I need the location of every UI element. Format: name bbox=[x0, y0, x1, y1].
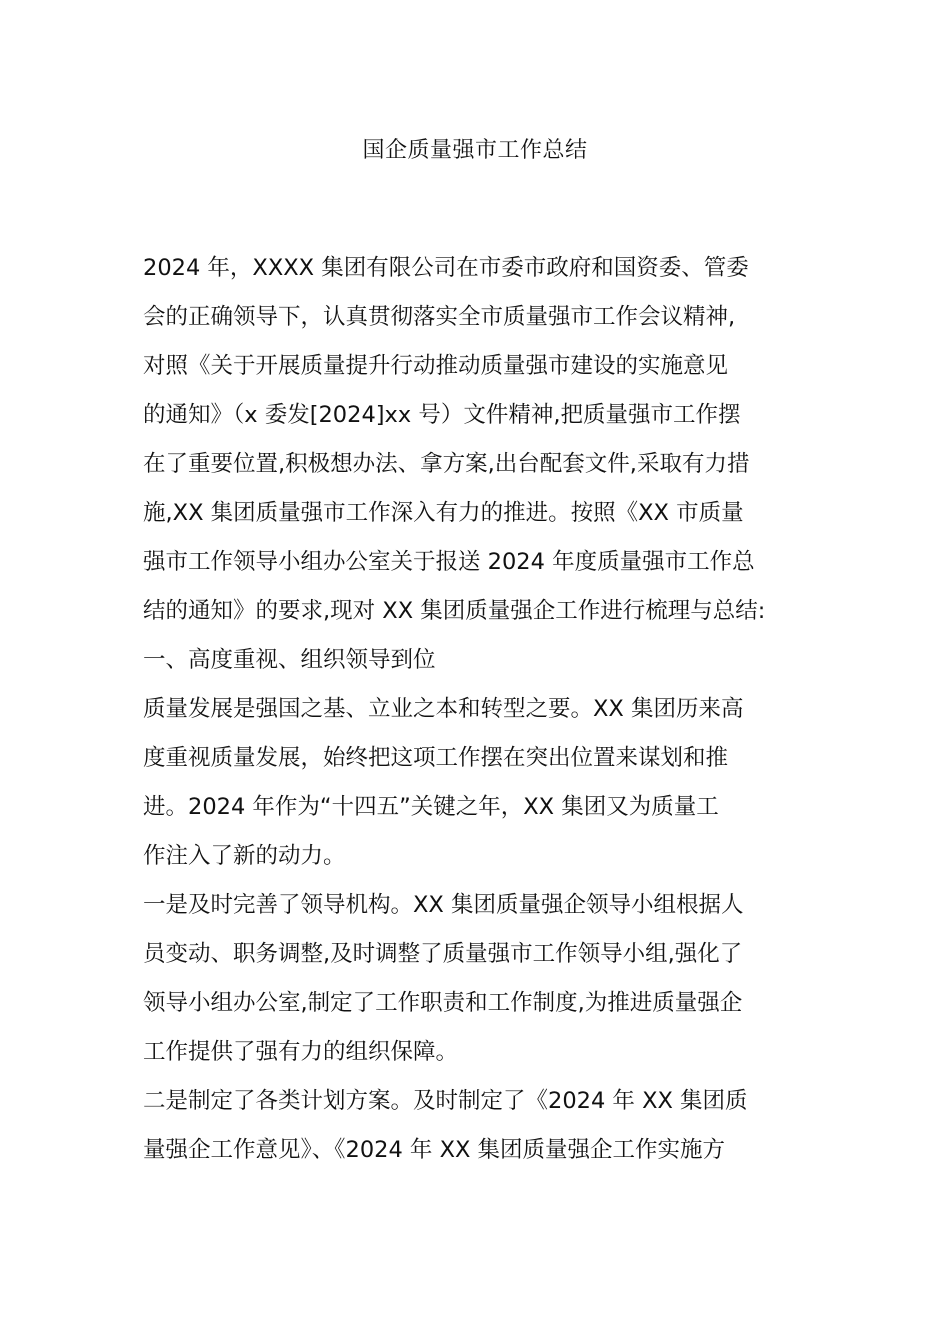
text-line: 二是制定了各类计划方案。及时制定了《2024 年 XX 集团质 bbox=[143, 1088, 748, 1114]
text-line: 结的通知》的要求,现对 XX 集团质量强企工作进行梳理与总结: bbox=[143, 598, 766, 624]
text-line: 进。2024 年作为“十四五”关键之年，XX 集团又为质量工 bbox=[143, 794, 719, 820]
document-body bbox=[143, 244, 811, 1175]
text-line: 一是及时完善了领导机构。XX 集团质量强企领导小组根据人 bbox=[143, 892, 744, 918]
text-line: 在了重要位置,积极想办法、拿方案,出台配套文件,采取有力措 bbox=[143, 451, 750, 477]
text-line: 会的正确领导下，认真贯彻落实全市质量强市工作会议精神, bbox=[143, 304, 736, 330]
text-line: 的通知》（x 委发[2024]xx 号）文件精神,把质量强市工作摆 bbox=[143, 402, 741, 428]
text-line: 施,XX 集团质量强市工作深入有力的推进。按照《XX 市质量 bbox=[143, 500, 744, 526]
text-line: 工作提供了强有力的组织保障。 bbox=[143, 1039, 459, 1065]
text-line: 对照《关于开展质量提升行动推动质量强市建设的实施意见 bbox=[143, 353, 729, 379]
text-line: 作注入了新的动力。 bbox=[143, 843, 346, 869]
section-heading: 一、高度重视、组织领导到位 bbox=[143, 647, 436, 673]
document-title: 国企质量强市工作总结 bbox=[362, 138, 588, 163]
text-line: 领导小组办公室,制定了工作职责和工作制度,为推进质量强企 bbox=[143, 990, 743, 1016]
text-line: 强市工作领导小组办公室关于报送 2024 年度质量强市工作总 bbox=[143, 549, 755, 575]
text-line: 度重视质量发展，始终把这项工作摆在突出位置来谋划和推 bbox=[143, 745, 729, 771]
text-line: 量强企工作意见》、《2024 年 XX 集团质量强企工作实施方 bbox=[143, 1137, 726, 1163]
text-line: 员变动、职务调整,及时调整了质量强市工作领导小组,强化了 bbox=[143, 941, 743, 967]
text-line: 2024 年，XXXX 集团有限公司在市委市政府和国资委、管委 bbox=[143, 255, 749, 281]
text-line: 质量发展是强国之基、立业之本和转型之要。XX 集团历来高 bbox=[143, 696, 744, 722]
